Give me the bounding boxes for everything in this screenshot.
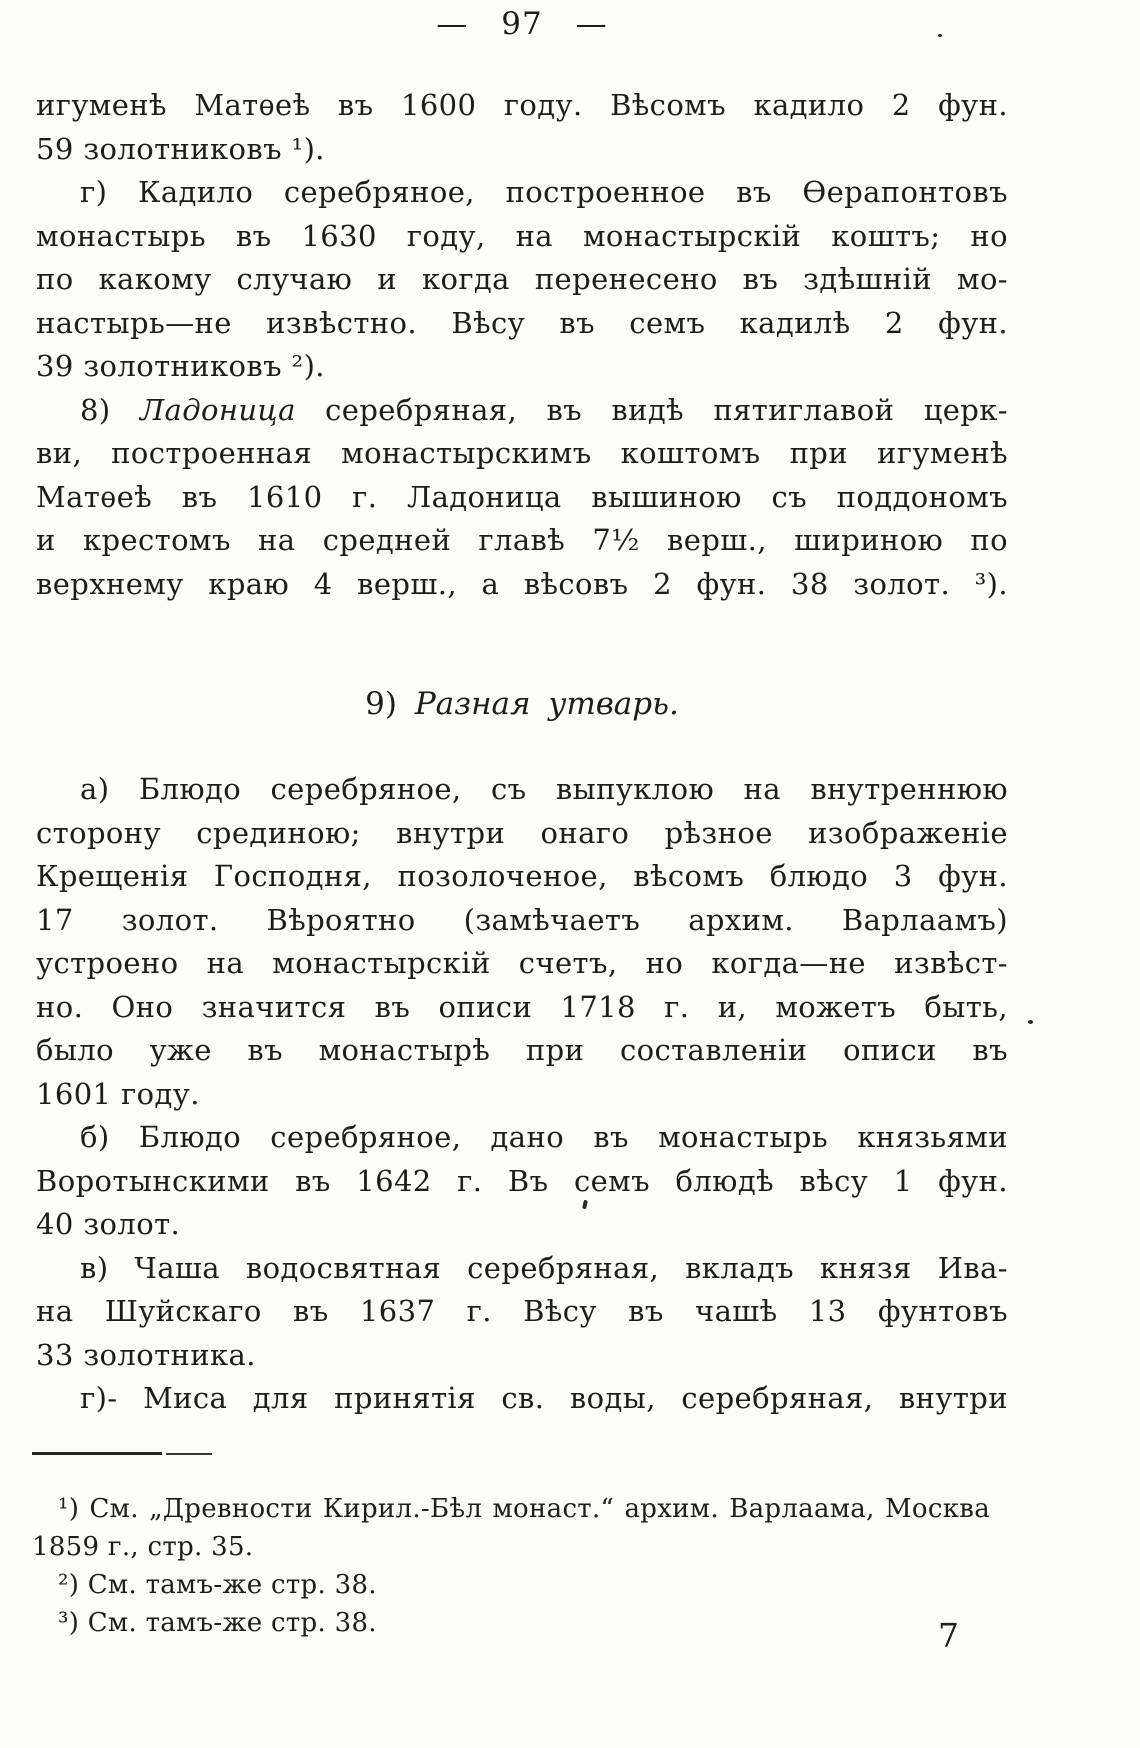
text-line: Матѳеѣ въ 1610 г. Ладоница вышиною съ поддономъ [36,479,1008,514]
text-line: б) Блюдо серебряное, дано въ монастырь князьями [80,1120,1008,1154]
text-line: настырь—не извѣстно. Вѣсу въ семъ кадилѣ 2 фун. [36,305,1008,340]
text-fragment: серебряная, въ видѣ пятиглавой церк- [295,392,1008,427]
item-number: 8) [80,392,140,427]
text-line: Крещенія Господня, позолоченое, вѣсомъ блюдо 3 фун. [36,859,1008,893]
text-line: а) Блюдо серебряное, съ выпуклою на внутреннюю [80,772,1008,806]
page-number: — 97 — [436,6,608,42]
text-line: и крестомъ на средней главѣ 7½ верш., шириною по [36,523,1008,557]
footnote-separator-tail [166,1453,212,1455]
section-heading [36,682,1008,726]
footnote-line: ³) См. тамъ-же стр. 38. [58,1608,377,1638]
scan-speck [1028,1020,1033,1024]
text-line: игуменѣ Матѳеѣ въ 1600 году. Вѣсомъ кадило 2 фун. [36,88,1008,122]
footnotes-block [32,1490,990,1642]
text-line: сторону срединою; внутри онаго рѣзное изображеніе [36,815,1008,850]
footnote-line: ²) См. тамъ-же стр. 38. [58,1570,377,1600]
text-line: г) Кадило серебряное, построенное въ Ѳерапонтовъ [80,175,1008,209]
text-line: 59 золотниковъ ¹). [36,131,325,166]
text-line: но. Оно значится въ описи 1718 г. и, можетъ быть, [36,989,1008,1024]
main-text-block [36,84,1008,1421]
text-line: 33 золотника. [36,1337,256,1372]
text-line: 40 золот. [36,1207,181,1241]
text-line: по какому случаю и когда перенесено въ здѣшній мо- [36,262,1008,296]
text-line: монастырь въ 1630 году, на монастырскій коштъ; но [36,218,1008,253]
text-line: 1601 году. [36,1076,200,1111]
text-line: в) Чаша водосвятная серебряная, вкладъ князя Ива- [80,1250,1008,1285]
text-line: 39 золотниковъ ²). [36,349,325,383]
scan-speck [938,34,942,37]
text-line: 17 золот. Вѣроятно (замѣчаетъ архим. Варлаамъ) [36,902,1008,937]
text-line: устроено на монастырскій счетъ, но когда—не извѣст- [36,946,1008,980]
footnote-line: ¹) См. „Древности Кирил.-Бѣл монаст.“ архим. Варлаама, Москва [58,1494,990,1524]
section-title: Разная утварь. [396,686,679,722]
footnote-line: 1859 г., стр. 35. [32,1532,254,1562]
text-line: г)- Миса для принятія св. воды, серебряная, внутри [80,1381,1008,1415]
section-number: 9) [365,686,397,722]
signature-mark: 7 [938,1616,959,1655]
italic-term: Ладоница [139,392,296,427]
text-line: ви, построенная монастырскимъ коштомъ при игуменѣ [36,436,1008,470]
text-line: Воротынскими въ 1642 г. Въ семъ блюдѣ вѣсу 1 фун. [36,1163,1008,1198]
text-line: верхнему краю 4 верш., а вѣсовъ 2 фун. 38 золот. ³). [36,566,1008,601]
text-line: на Шуйскаго въ 1637 г. Вѣсу въ чашѣ 13 фунтовъ [36,1294,1008,1328]
text-line [36,389,1008,433]
text-line: было уже въ монастырѣ при составленіи описи въ [36,1033,1008,1067]
footnote-separator [32,1452,162,1455]
